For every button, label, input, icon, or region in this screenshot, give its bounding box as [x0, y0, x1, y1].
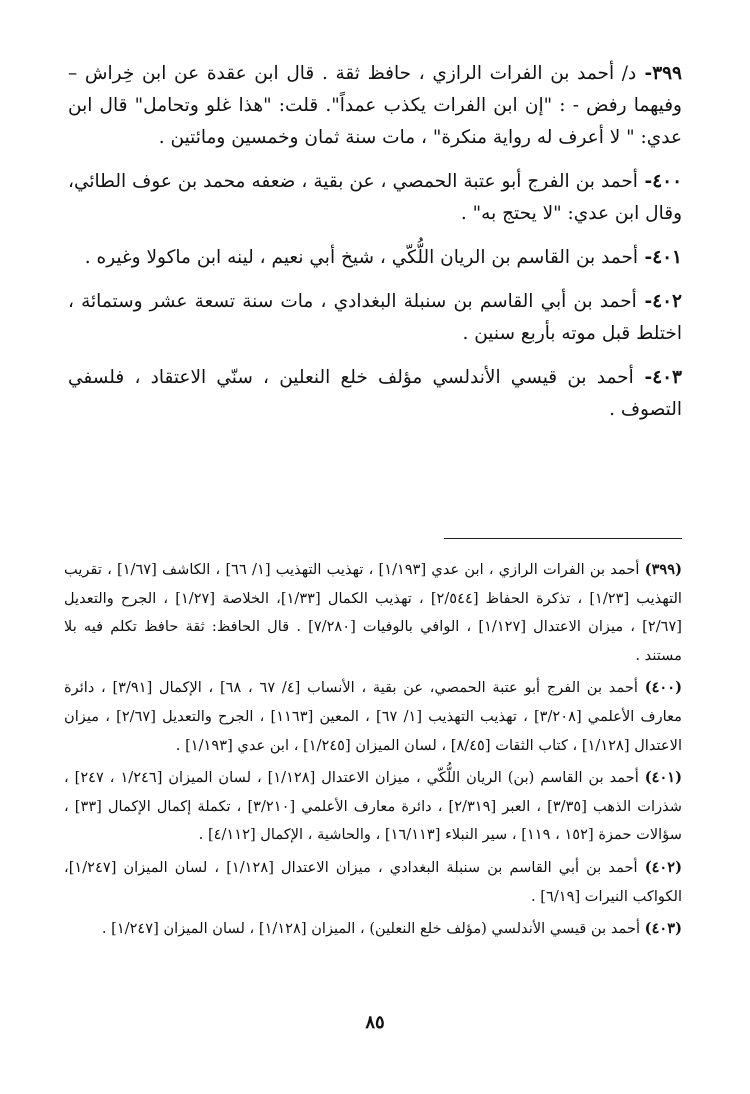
- footnote-399: [64, 556, 682, 670]
- entry-dash: -: [638, 247, 653, 268]
- entry-text: أحمد بن الفرج أبو عتبة الحمصي ، عن بقية ، ضعفه محمد بن عوف الطائي، وقال ابن عدي: "لا يحتج به" .: [68, 171, 682, 224]
- footnote-402: [64, 854, 682, 911]
- footnote-text: أحمد بن قيسي الأندلسي (مؤلف خلع النعلين) ، الميزان [١/١٢٨] ، لسان الميزان [١/٢٤٧] .: [101, 920, 641, 938]
- page-number: ٨٥: [365, 1012, 385, 1033]
- entry-402: [68, 286, 682, 350]
- footnotes: [64, 556, 682, 948]
- entry-text: أحمد بن القاسم بن الريان اللُّكّي ، شيخ أبي نعيم ، لينه ابن ماكولا وغيره .: [84, 247, 639, 268]
- footnote-403: [64, 915, 682, 944]
- entry-403: [68, 362, 682, 426]
- footnote-text: أحمد بن أبي القاسم بن سنبلة البغدادي ، ميزان الاعتدال [١/١٢٨] ، لسان الميزان [١/٢٤٧]، الكواكب النيرات [٦/١٩] .: [64, 858, 682, 905]
- footnote-401: [64, 764, 682, 850]
- footnote-divider: [444, 538, 682, 539]
- entry-number: ٤٠٠: [652, 171, 683, 192]
- entry-text: د/ أحمد بن الفرات الرازي ، حافظ ثقة . قال ابن عقدة عن ابن خِراش – وفيهما رفض - : "إن ابن الفرات يكذب عمداً". قلت: "هذا غلو وتحامل" قال ابن عدي: " لا أعرف له رواية منكرة" ، مات سنة ثمان وخمسين ومائتين .: [68, 63, 682, 148]
- entry-dash: -: [636, 291, 653, 312]
- entry-400: [68, 166, 682, 230]
- footnote-number: (٤٠٢): [644, 858, 683, 876]
- entry-number: ٤٠٣: [652, 367, 682, 388]
- entry-dash: -: [636, 63, 653, 84]
- entry-text: أحمد بن أبي القاسم بن سنبلة البغدادي ، مات سنة تسعة عشر وستمائة ، اختلط قبل موته بأربع سنين .: [68, 291, 682, 344]
- footnote-text: أحمد بن الفرج أبو عتبة الحمصي، عن بقية ، الأنساب [٤/ ٦٧ ، ٦٨] ، الإكمال [٣/٩١] ، دائرة معارف الأعلمي [٣/٢٠٨] ، تهذيب التهذيب [١/ ٦٧] ، المعين [١١٦٣] ، الجرح والتعديل [٢/٦٧] ، ميزان الاعتدال [١/١٢٨] ، كتاب الثقات [٨/٤٥] ، لسان الميزان [١/٢٤٥] ، ابن عدي [١/١٩٣] .: [64, 679, 682, 754]
- footnote-text: أحمد بن القاسم (بن) الريان اللُّكّي ، ميزان الاعتدال [١/١٢٨] ، لسان الميزان [١/٢٤٦ ، ٢٤٧] ، شذرات الذهب [٣/٣٥] ، العبر [٢/٣١٩] ، دائرة معارف الأعلمي [٣/٢١٠] ، تكملة إكمال الإكمال [٣٣] ، سؤالات حمزة [١٥٢ ، ١١٩] ، سير النبلاء [١٦/١١٣] ، والحاشية ، الإكمال [٤/١١٢] .: [64, 769, 683, 844]
- footnote-number: (٤٠٠): [644, 679, 683, 697]
- entry-number: ٤٠٢: [652, 291, 682, 312]
- footnote-number: (٤٠٣): [644, 920, 682, 938]
- entry-399: [68, 58, 682, 154]
- entry-dash: -: [633, 367, 653, 388]
- entry-dash: -: [637, 171, 653, 192]
- footnote-400: [64, 674, 682, 760]
- entry-text: أحمد بن قيسي الأندلسي مؤلف خلع النعلين ، سنّي الاعتقاد ، فلسفي التصوف .: [68, 367, 682, 420]
- footnote-number: (٤٠١): [644, 769, 683, 787]
- main-text: [68, 58, 682, 438]
- footnote-number: (٣٩٩): [644, 561, 682, 578]
- footnote-text: أحمد بن الفرات الرازي ، ابن عدي [١/١٩٣] ، تهذيب التهذيب [١/ ٦٦] ، الكاشف [١/٦٧] ، تقريب التهذيب [١/٢٣] ، تذكرة الحفاظ [٢/٥٤٤] ، تهذيب الكمال [١/٣٣]، الخلاصة [١/٢٧] ، الجرح والتعديل [٢/٦٧] ، ميزان الاعتدال [١/١٢٧] ، الوافي بالوفيات [٧/٢٨٠] . قال الحافظ: ثقة حافظ تكلم فيه بلا مستند .: [64, 561, 682, 664]
- entry-number: ٣٩٩: [652, 63, 682, 84]
- entry-number: ٤٠١: [652, 247, 682, 268]
- entry-401: [68, 242, 682, 274]
